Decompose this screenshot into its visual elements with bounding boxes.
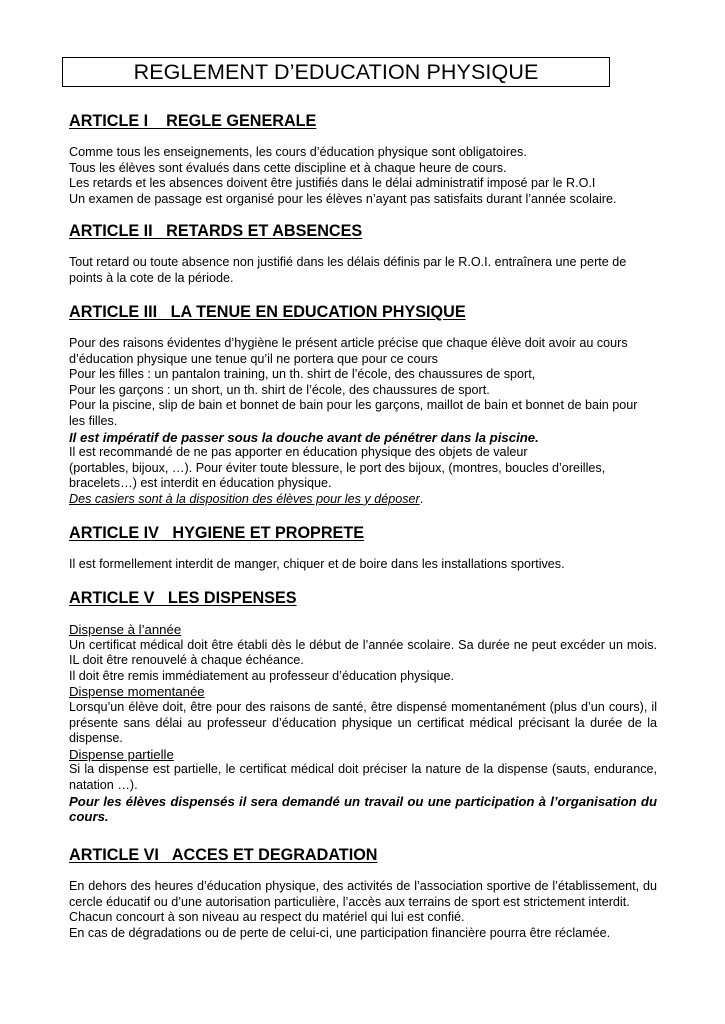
article-3-intro: Pour des raisons évidentes d’hygiène le présent article précise que chaque élève doit avoir au cours d’éducation physique une tenue qu’il ne portera que pour ce cours: [69, 336, 628, 366]
article-3-body: [69, 336, 657, 508]
article-1-heading: ARTICLE I REGLE GENERALE: [69, 112, 317, 130]
dispense-partielle-title: Dispense partielle: [69, 746, 174, 762]
dispense-momentanee-title: Dispense momentanée: [69, 684, 205, 700]
document-title-box: [62, 57, 610, 87]
article-6-p3: En cas de dégradations ou de perte de celui-ci, une participation financière pourra être réclamée.: [69, 925, 611, 940]
article-4-heading: ARTICLE IV HYGIENE ET PROPRETE: [69, 524, 365, 542]
article-3-filles: Pour les filles : un pantalon training, un th. shirt de l’école, des chaussures de sport,: [69, 367, 536, 382]
article-3-bijoux: (portables, bijoux, …). Pour éviter toute blessure, le port des bijoux, (montres, boucles d’oreilles, bracelets…) est interdit en éducation physique.: [69, 460, 606, 491]
article-3-casiers-end: .: [419, 491, 424, 506]
dispense-annee-text-2: Il doit être remis immédiatement au professeur d’éducation physique.: [69, 668, 455, 683]
article-1-body: [69, 145, 657, 207]
dispense-annee-text: Un certificat médical doit être établi dès le début de l’année scolaire. Sa durée ne peut excéder un mois. IL doit être renouvelé à chaque échéance.: [69, 637, 657, 668]
article-1-line: Comme tous les enseignements, les cours d’éducation physique sont obligatoires.: [69, 145, 527, 159]
article-5-body: [69, 622, 657, 825]
article-5-heading: ARTICLE V LES DISPENSES: [69, 589, 297, 607]
article-3-casiers: [69, 492, 657, 508]
article-2-body: [69, 255, 657, 286]
article-3-valeur: Il est recommandé de ne pas apporter en éducation physique des objets de valeur: [69, 445, 528, 460]
dispense-travail: Pour les élèves dispensés il sera demandé un travail ou une participation à l’organisation du cours.: [69, 793, 657, 825]
article-3-douche: Il est impératif de passer sous la douche avant de pénétrer dans la piscine.: [69, 429, 539, 445]
article-3-piscine: Pour la piscine, slip de bain et bonnet de bain pour les garçons, maillot de bain et bonnet de bain pour les filles.: [69, 398, 638, 428]
article-1-line: Tous les élèves sont évalués dans cette discipline et à chaque heure de cours.: [69, 160, 507, 175]
article-3-garcons: Pour les garçons : un short, un th. shirt de l’école, des chaussures de sport.: [69, 382, 490, 397]
article-6-body: [69, 879, 657, 941]
article-4-body: [69, 557, 657, 573]
article-3-heading: ARTICLE III LA TENUE EN EDUCATION PHYSIQUE: [69, 303, 466, 321]
article-1-line: Les retards et les absences doivent être justifiés dans le délai administratif imposé par le R.O.I: [69, 176, 596, 191]
dispense-momentanee-text: Lorsqu’un élève doit, être pour des raisons de santé, être dispensé momentanément (plus d’un cours), il présente sans délai au professeur d’éducation physique un certificat médical précisant la durée de la dispense.: [69, 699, 657, 746]
dispense-partielle-text: Si la dispense est partielle, le certificat médical doit préciser la nature de la dispense (sauts, endurance, natation …).: [69, 762, 657, 792]
article-3-casiers-text: Des casiers sont à la disposition des élèves pour les y déposer: [69, 491, 420, 506]
article-2-heading: ARTICLE II RETARDS ET ABSENCES: [69, 222, 363, 240]
article-6-heading: ARTICLE VI ACCES ET DEGRADATION: [69, 846, 378, 864]
dispense-annee-title: Dispense à l’année: [69, 622, 182, 637]
article-6-p2: Chacun concourt à son niveau au respect du matériel qui lui est confié.: [69, 910, 465, 925]
article-6-p1: En dehors des heures d’éducation physique, des activités de l’association sportive de l’établissement, du cercle éducatif ou d’une autorisation particulière, l’accès aux terrains de sport est strictement interdit.: [69, 879, 657, 909]
article-4-text: Il est formellement interdit de manger, chiquer et de boire dans les installations sportives.: [69, 557, 565, 571]
document-title: REGLEMENT D’EDUCATION PHYSIQUE: [133, 59, 539, 84]
article-1-line: Un examen de passage est organisé pour les élèves n’ayant pas satisfaits durant l’année scolaire.: [69, 191, 617, 206]
article-2-text: Tout retard ou toute absence non justifié dans les délais définis par le R.O.I. entraînera une perte de points à la cote de la période.: [69, 255, 627, 285]
